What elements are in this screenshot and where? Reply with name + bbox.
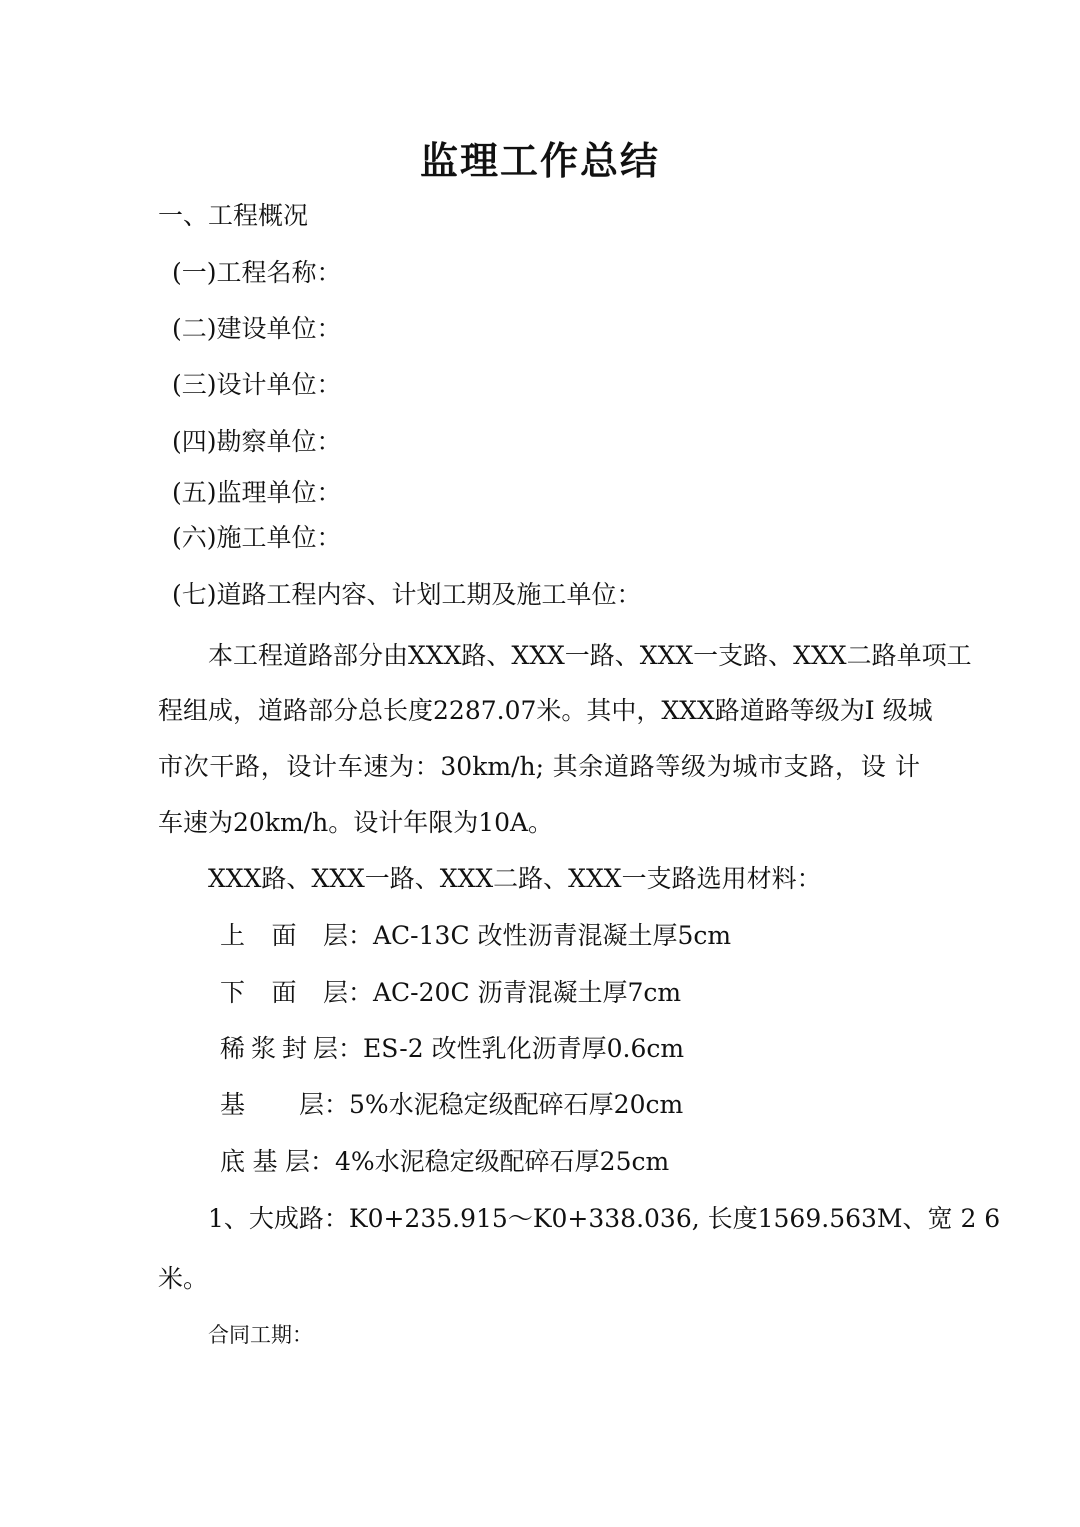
- layer-value: ：4%水泥稳定级配碎石厚25cm: [310, 1147, 670, 1176]
- paragraph-line-2: 程组成，道路部分总长度2287.07米。其中，XXX路道路等级为I 级城: [158, 696, 933, 725]
- item-project-name: (一)工程名称：: [172, 258, 342, 287]
- layer-row: [220, 1032, 684, 1066]
- road-line-1: 1、大成路：K0+235.915～K0+338.036, 长度1569.563M、宽 2 6: [208, 1204, 1001, 1233]
- section-heading: 一、工程概况: [158, 201, 309, 230]
- item-builder-unit: (六)施工单位：: [172, 523, 342, 552]
- layer-value: ：ES-2 改性乳化沥青厚0.6cm: [338, 1034, 685, 1063]
- item-survey-unit: (四)勘察单位：: [172, 427, 342, 456]
- item-construction-unit: (二)建设单位：: [172, 314, 342, 343]
- layer-value: ：AC-13C 改性沥青混凝土厚5cm: [348, 921, 732, 950]
- layer-label: 底基层: [220, 1147, 310, 1176]
- layer-row: [220, 1145, 669, 1179]
- item-design-unit: (三)设计单位：: [172, 370, 342, 399]
- item-supervision-unit: (五)监理单位：: [172, 478, 342, 507]
- item-road-content: (七)道路工程内容、计划工期及施工单位：: [172, 580, 642, 609]
- layer-row: [220, 976, 681, 1010]
- document-title: 监理工作总结: [419, 138, 660, 183]
- layer-label: 下面层: [220, 978, 348, 1007]
- layer-value: ：5%水泥稳定级配碎石厚20cm: [324, 1090, 684, 1119]
- paragraph-line-3: 市次干路，设计车速为：30km/h; 其余道路等级为城市支路，设 计: [158, 752, 920, 781]
- layer-label: 基层: [220, 1090, 324, 1119]
- paragraph-line-4: 车速为20km/h。设计年限为10A。: [158, 808, 554, 837]
- paragraph-line-1: 本工程道路部分由XXX路、XXX一路、XXX一支路、XXX二路单项工: [208, 641, 972, 670]
- layer-label: 上面层: [220, 921, 348, 950]
- layer-label: 稀浆封层: [220, 1034, 338, 1063]
- layer-value: ：AC-20C 沥青混凝土厚7cm: [348, 978, 682, 1007]
- contract-period-label: 合同工期：: [208, 1323, 313, 1347]
- materials-intro: XXX路、XXX一路、XXX二路、XXX一支路选用材料：: [208, 864, 822, 893]
- road-line-2: 米。: [158, 1264, 209, 1293]
- layer-row: [220, 1088, 683, 1122]
- layer-row: [220, 919, 731, 953]
